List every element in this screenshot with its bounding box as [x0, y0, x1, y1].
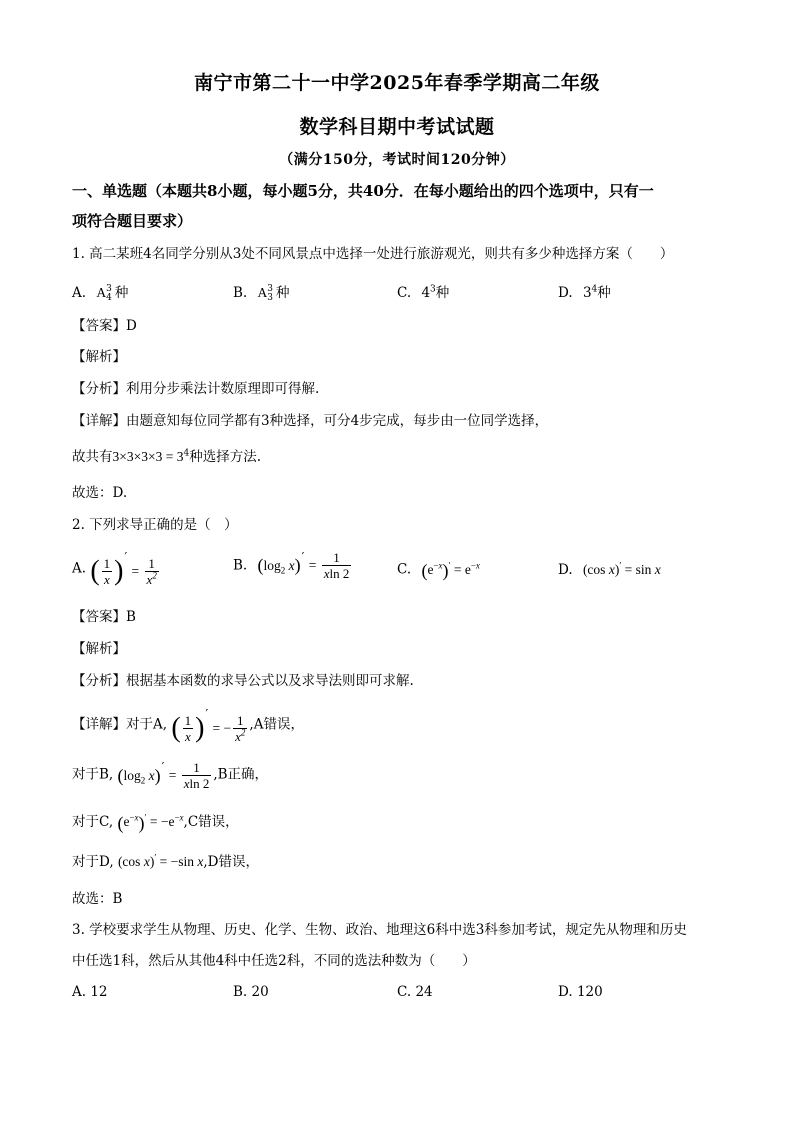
q1-option-d-letter: D. [558, 285, 573, 301]
q1-answer: 【答案】D [72, 318, 137, 334]
exam-title-line2: 数学科目期中考试试题 [299, 116, 495, 138]
q2-option-a [72, 550, 161, 587]
q1-detail2-sup: 4 [183, 448, 190, 459]
q1-option-b-sup: 3 [267, 283, 273, 294]
q1-fenxi: 【分析】利用分步乘法计数原理即可得解. [72, 381, 320, 397]
q2-option-c-letter: C. [397, 561, 412, 578]
q1-option-a-letter: A. [72, 285, 87, 301]
q3-option-b [233, 984, 269, 1000]
q2-detail-d-prefix: 对于D, [72, 854, 114, 870]
q1-choice: 故选：D. [72, 485, 128, 501]
q2-option-b [233, 550, 353, 581]
q1-detail-line1: 【详解】由题意知每位同学都有3种选择，可分4步完成，每步由一位同学选择， [72, 413, 549, 429]
q1-option-d-suffix: 种 [597, 285, 611, 301]
q1-option-b-suffix: 种 [276, 285, 290, 301]
exam-subtitle: （满分150分，考试时间120分钟） [279, 152, 515, 168]
q3-option-d-letter: D. [558, 984, 573, 1000]
q2-option-b-letter: B. [233, 557, 248, 574]
q1-option-d-expr: 3 [582, 285, 592, 301]
q3-option-c-value: 24 [415, 984, 433, 1000]
q1-option-d [558, 281, 611, 301]
q1-analysis-label: 【解析】 [72, 349, 126, 365]
q3-option-b-letter: B. [233, 984, 248, 1000]
q2-detail-b-formula: ($\log_2$ x)′ = $\frac{1}{xln 2}$ [117, 760, 210, 791]
q3-option-d-value: 120 [576, 984, 603, 1000]
q2-detail-b [72, 758, 732, 800]
q3-option-c-letter: C. [397, 984, 412, 1000]
q1-option-a-suffix: 种 [114, 285, 129, 301]
q1-option-a-expr: A [96, 285, 107, 300]
q2-detail-a [72, 705, 732, 747]
q2-detail-d-suffix: ,D错误， [203, 854, 260, 870]
q2-detail-c-formula: $(e^{-x})' = -e^{-x}$ [117, 812, 184, 833]
section-heading-line2: 项符合题目要求） [72, 212, 193, 230]
q1-option-b-sub: 3 [267, 292, 273, 303]
q1-option-d-sup: 4 [591, 284, 598, 295]
q2-option-d [558, 562, 661, 578]
section-heading-line1: 一、单选题（本题共8小题，每小题5分，共40分．在每小题给出的四个选项中，只有一 [72, 182, 654, 200]
q1-option-b [233, 281, 290, 303]
q2-detail-d-formula: (cos x)′ = −sin x [117, 852, 204, 869]
q2-choice: 故选：B [72, 891, 123, 907]
q2-detail-a-prefix: 【详解】对于A, [72, 716, 168, 733]
q1-option-c-expr: 4 [421, 285, 431, 301]
q2-option-d-formula: (cos x)′ = sin x [582, 560, 661, 577]
q3-option-a [72, 984, 108, 1000]
q1-detail2-suffix: 种选择方法. [189, 449, 261, 465]
q2-detail-c-prefix: 对于C, [72, 814, 114, 830]
q2-option-a-formula: ( $\frac{1}{x}$ )′ = $\frac{1}{x^2}$ [90, 550, 157, 587]
q1-detail2-prefix: 故共有 [72, 449, 113, 465]
q1-option-c [397, 281, 449, 301]
q2-option-c [397, 560, 480, 581]
q1-detail-line2 [72, 448, 732, 466]
q1-option-c-sup: 3 [430, 284, 436, 295]
q2-detail-b-suffix: ,B正确， [213, 766, 269, 783]
q1-option-b-expr: A [257, 285, 268, 300]
q2-answer: 【答案】B [72, 609, 136, 625]
exam-title-line1: 南宁市第二十一中学2025年春季学期高二年级 [194, 72, 600, 94]
q3-stem-line2: 中任选1科，然后从其他4科中任选2科，不同的选法种数为（ ） [72, 953, 476, 969]
q2-analysis-label: 【解析】 [72, 641, 126, 657]
q2-fenxi: 【分析】根据基本函数的求导公式以及求导法则即可求解. [72, 673, 414, 689]
q1-option-a-sub: 4 [106, 292, 112, 303]
q3-option-c [397, 984, 433, 1000]
q3-option-d [558, 984, 603, 1000]
q2-option-a-letter: A. [72, 560, 87, 577]
q2-stem: 2. 下列求导正确的是（ ） [72, 517, 238, 533]
q1-option-c-suffix: 种 [435, 285, 450, 301]
q3-stem-line1: 3. 学校要求学生从物理、历史、化学、生物、政治、地理这6科中选3科参加考试，规定先从物理和历史 [72, 922, 687, 938]
q2-option-b-formula: ($\log_2$ x)′ = $\frac{1}{xln 2}$ [257, 550, 350, 581]
q2-detail-c [72, 813, 732, 832]
q1-option-c-letter: C. [397, 285, 412, 301]
q2-detail-d [72, 853, 732, 871]
q3-option-b-value: 20 [251, 984, 269, 1000]
q1-option-a-sup: 3 [106, 283, 112, 294]
q2-option-c-formula: $(e^{-x})' = e^{-x}$ [421, 560, 480, 580]
q3-option-a-letter: A. [72, 984, 87, 1000]
q1-option-a [72, 281, 128, 303]
q2-detail-b-prefix: 对于B, [72, 766, 114, 783]
q2-detail-a-formula: ( $\frac{1}{x}$ )′ = − $\frac{1}{x^2}$ [171, 707, 246, 744]
q3-option-a-value: 12 [90, 984, 108, 1000]
q1-option-b-letter: B. [233, 285, 248, 301]
q2-detail-a-suffix: ,A错误， [249, 716, 304, 733]
q1-stem: 1. 高二某班4名同学分别从3处不同风景点中选择一处进行旅游观光，则共有多少种选择方案（ ） [72, 246, 674, 262]
q2-detail-c-suffix: ,C错误， [183, 814, 239, 830]
q2-option-d-letter: D. [558, 562, 573, 578]
q1-detail2-expr: 3×3×3×3 = 3 [112, 449, 184, 464]
